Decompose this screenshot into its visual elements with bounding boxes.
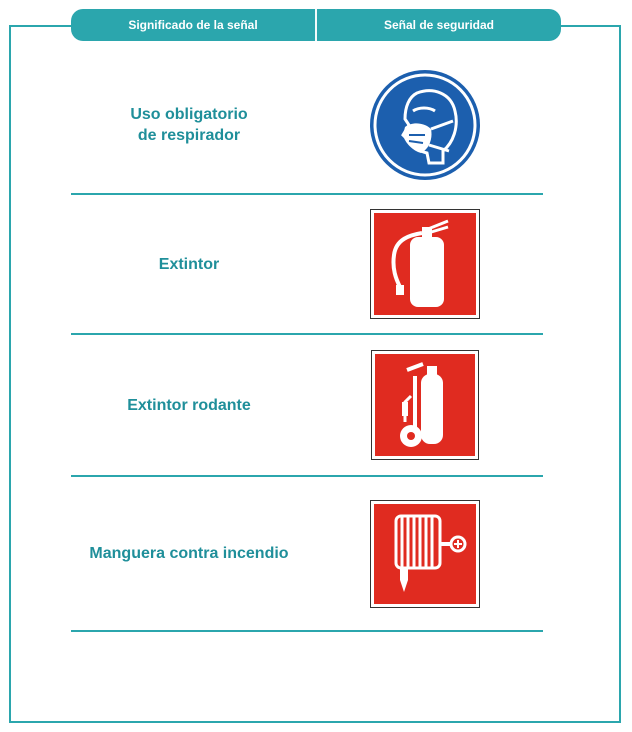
- sign-cell: [307, 500, 543, 608]
- table-header: [71, 9, 561, 41]
- fire-hose-sign-icon: [370, 500, 480, 608]
- header-meaning: Significado de la señal: [128, 18, 258, 32]
- meaning-line: de respirador: [137, 127, 241, 144]
- table-row: [71, 195, 543, 335]
- table-row: [71, 57, 543, 195]
- sign-cell: [307, 69, 543, 181]
- sign-cell: [307, 350, 543, 460]
- meaning-text: [71, 254, 307, 275]
- header-divider: [315, 9, 317, 41]
- wheeled-fire-extinguisher-sign-icon: [371, 350, 479, 460]
- meaning-line: Extintor rodante: [127, 396, 251, 414]
- sign-cell: [307, 209, 543, 319]
- meaning-line: Manguera contra incendio: [89, 545, 289, 562]
- meaning-text: [71, 543, 307, 564]
- table-row: [71, 335, 543, 477]
- meaning-line: Extintor: [158, 255, 220, 273]
- header-sign: Señal de seguridad: [383, 18, 495, 32]
- meaning-line: Uso obligatorio: [130, 106, 248, 123]
- table-row: [71, 477, 543, 632]
- fire-extinguisher-sign-icon: [370, 209, 480, 319]
- respirator-mandatory-sign-icon: [369, 69, 481, 181]
- meaning-text: [71, 104, 307, 146]
- meaning-text: [71, 395, 307, 416]
